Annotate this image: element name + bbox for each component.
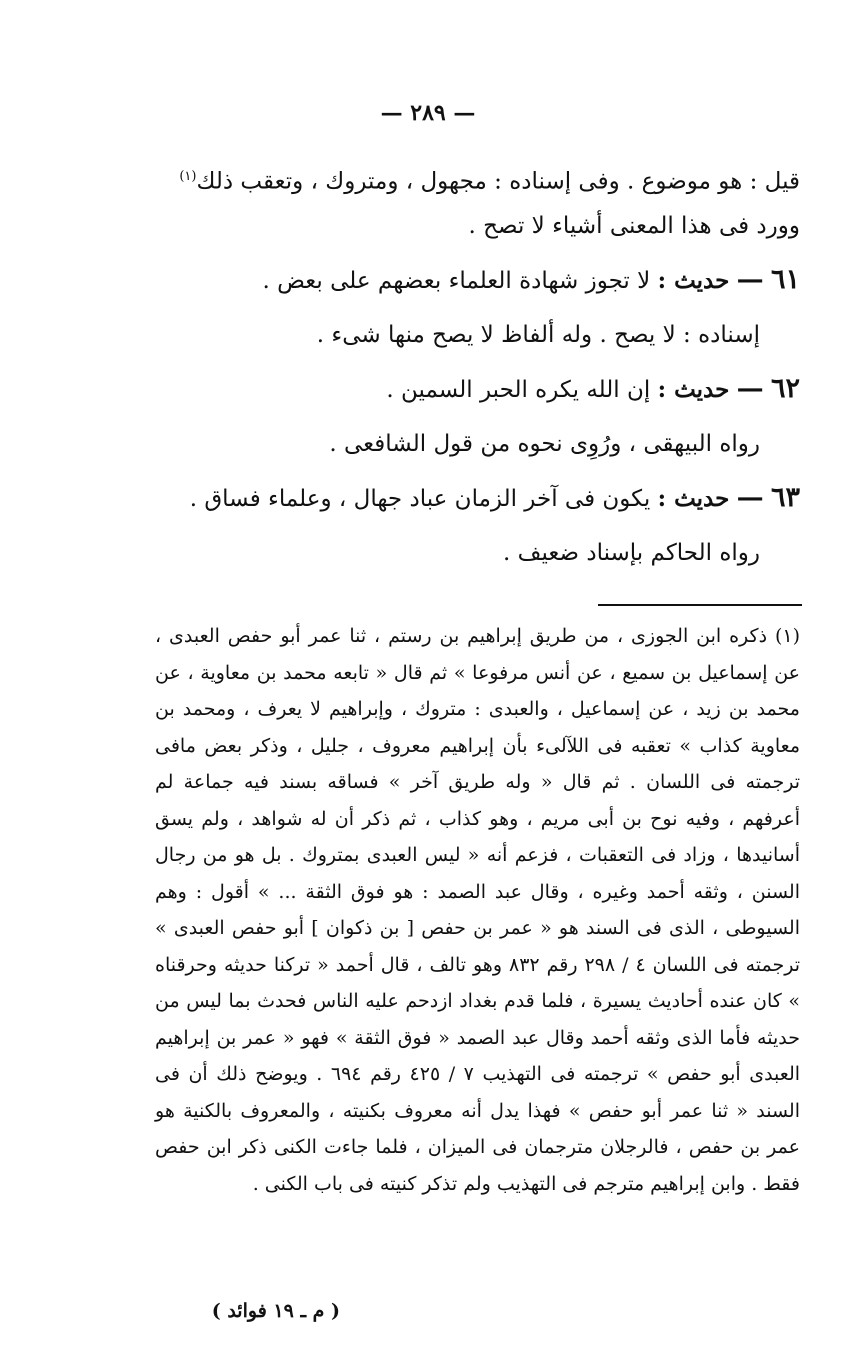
hadith-text: لا تجوز شهادة العلماء بعضهم على بعض . [262, 267, 651, 294]
footnote-text: (١) ذكره ابن الجوزى ، من طريق إبراهيم بن رستم ، ثنا عمر أبو حفص العبدى ، عن إسماعيل بن سميع ، عن أنس مرفوعا » ثم قال « تابعه محمد بن معاوية ، عن محمد بن زيد ، عن إسماعيل ، والعبدى : متروك ، وإبراهيم لا يعرف ، ومحمد بن معاوية كذاب » تعقبه فى اللآلىء بأن إبراهيم معروف ، جليل ، وذكر بعض مافى ترجمته فى اللسان . ثم قال « وله طريق آخر » فساقه بسند فيه جماعة لم أعرفهم ، وفيه نوح بن أبى مريم ، وهو كذاب ، ثم ذكر أن له شواهد ، ولم يسق أسانيدها ، وزاد فى التعقبات ، فزعم أنه « ليس العبدى بمتروك . بل هو من رجال السنن ، وثقه أحمد وغيره ، وقال عبد الصمد : هو فوق الثقة ... » أقول : وهم السيوطى ، الذى فى السند هو « عمر بن حفص [ بن ذكوان ] أبو حفص العبدى » ترجمته فى اللسان ٤ / ٢٩٨ رقم ٨٣٢ وهو تالف ، قال أحمد « تركنا حديثه وحرقناه » كان عنده أحاديث يسيرة ، فلما قدم بغداد ازدحم عليه الناس فحدث بما ليس من حديثه فأما الذى وثقه أحمد وقال عبد الصمد « فوق الثقة » فهو « عمر بن إبراهيم العبدى أبو حفص » ترجمته فى التهذيب ٧ / ٤٢٥ رقم ٦٩٤ . ويوضح ذلك أن فى السند « ثنا عمر أبو حفص » فهذا يدل أنه معروف بكنيته ، والمعروف بالكنية هو عمر بن حفص ، فالرجلان مترجمان فى الميزان ، فلما جاءت الكنى ذكر ابن حفص فقط . وابن إبراهيم مترجم فى التهذيب ولم تذكر كنيته فى باب الكنى . [155, 625, 801, 1195]
hadith-comment: إسناده : لا يصح . وله ألفاظ لا يصح منها شىء . [316, 321, 760, 348]
hadith-entry [150, 481, 800, 516]
hadith-entry [150, 263, 800, 298]
hadith-entry [150, 372, 800, 407]
hadith-text: يكون فى آخر الزمان عباد جهال ، وعلماء فساق . [189, 485, 651, 512]
signature-mark: ( م ـ ١٩ فوائد ) [211, 1300, 340, 1322]
hadith-label: حديث : [657, 375, 730, 403]
hadith-comment: رواه الحاكم بإسناد ضعيف . [503, 539, 760, 566]
hadith-text: إن الله يكره الحبر السمين . [386, 376, 651, 403]
hadith-comment: رواه البيهقى ، ورُوِى نحوه من قول الشافعى . [329, 430, 760, 457]
footnote-reference[interactable]: (١) [179, 169, 197, 184]
page-number: — ٢٨٩ — [380, 100, 476, 126]
intro-paragraph [150, 160, 800, 199]
entry-dash: — [736, 481, 764, 513]
footnote [155, 618, 800, 1202]
intro-line-2: وورد فى هذا المعنى أشياء لا تصح . [468, 212, 800, 239]
hadith-number: ٦٢ [770, 372, 800, 404]
hadith-label: حديث : [657, 266, 730, 294]
entry-dash: — [736, 263, 764, 295]
footnote-divider [598, 604, 802, 606]
intro-text: قيل : هو موضوع . وفى إسناده : مجهول ، ومتروك ، وتعقب ذلك [196, 168, 800, 195]
main-text [150, 160, 800, 590]
hadith-label: حديث : [657, 484, 730, 512]
entry-dash: — [736, 372, 764, 404]
hadith-number: ٦٣ [770, 481, 800, 513]
hadith-number: ٦١ [770, 263, 800, 295]
